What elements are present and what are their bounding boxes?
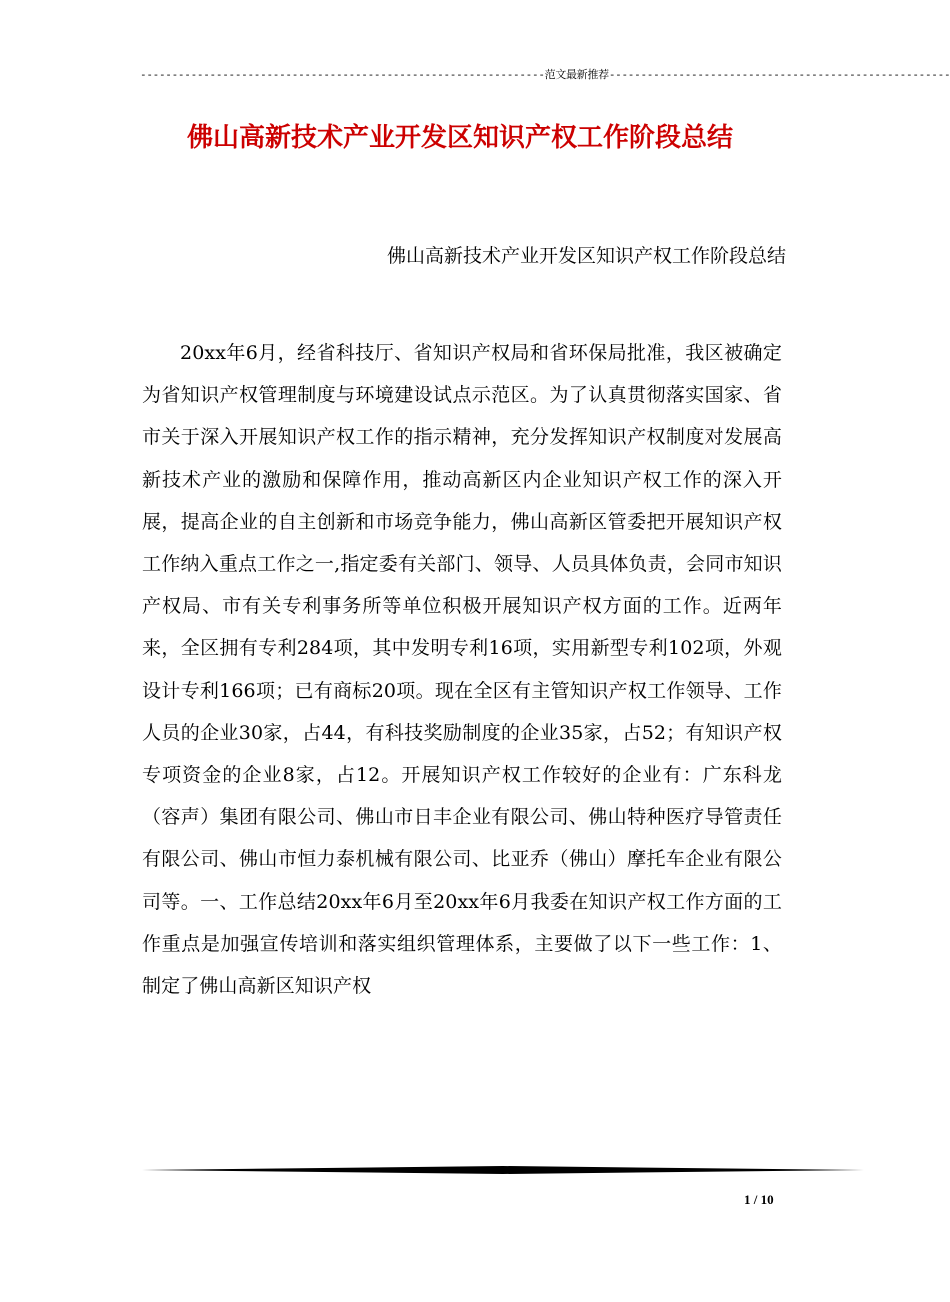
document-title: 佛山高新技术产业开发区知识产权工作阶段总结	[186, 123, 733, 153]
body-paragraph: 20xx年6月，经省科技厅、省知识产权局和省环保局批准，我区被确定为省知识产权管理制度与环境建设试点示范区。为了认真贯彻落实国家、省市关于深入开展知识产权工作的指示精神，充分发挥知识产权制度对发展高新技术产业的激励和保障作用，推动高新区内企业知识产权工作的深入开展，提高企业的自主创新和市场竞争能力，佛山高新区管委把开展知识产权工作纳入重点工作之一,指定委有关部门、领导、人员具体负责，会同市知识产权局、市有关专利事务所等单位积极开展知识产权方面的工作。近两年来，全区拥有专利284项，其中发明专利16项，实用新型专利102项，外观设计专利166项；已有商标20项。现在全区有主管知识产权工作领导、工作人员的企业30家，占44，有科技奖励制度的企业35家，占52；有知识产权专项资金的企业8家，占12。开展知识产权工作较好的企业有：广东科龙（容声）集团有限公司、佛山市日丰企业有限公司、佛山特种医疗导管责任有限公司、佛山市恒力泰机械有限公司、比亚乔（佛山）摩托车企业有限公司等。一、工作总结20xx年6月至20xx年6月我委在知识产权工作方面的工作重点是加强宣传培训和落实组织管理体系，主要做了以下一些工作：1、制定了佛山高新区知识产权	[142, 342, 782, 998]
footer-divider	[142, 1166, 864, 1174]
page-number: 1 / 10	[744, 1192, 774, 1207]
document-subtitle: 佛山高新技术产业开发区知识产权工作阶段总结	[386, 245, 786, 267]
page-header: ----------------------------------------------------------------范文最新推荐------------------------------------------------------	[140, 68, 950, 81]
